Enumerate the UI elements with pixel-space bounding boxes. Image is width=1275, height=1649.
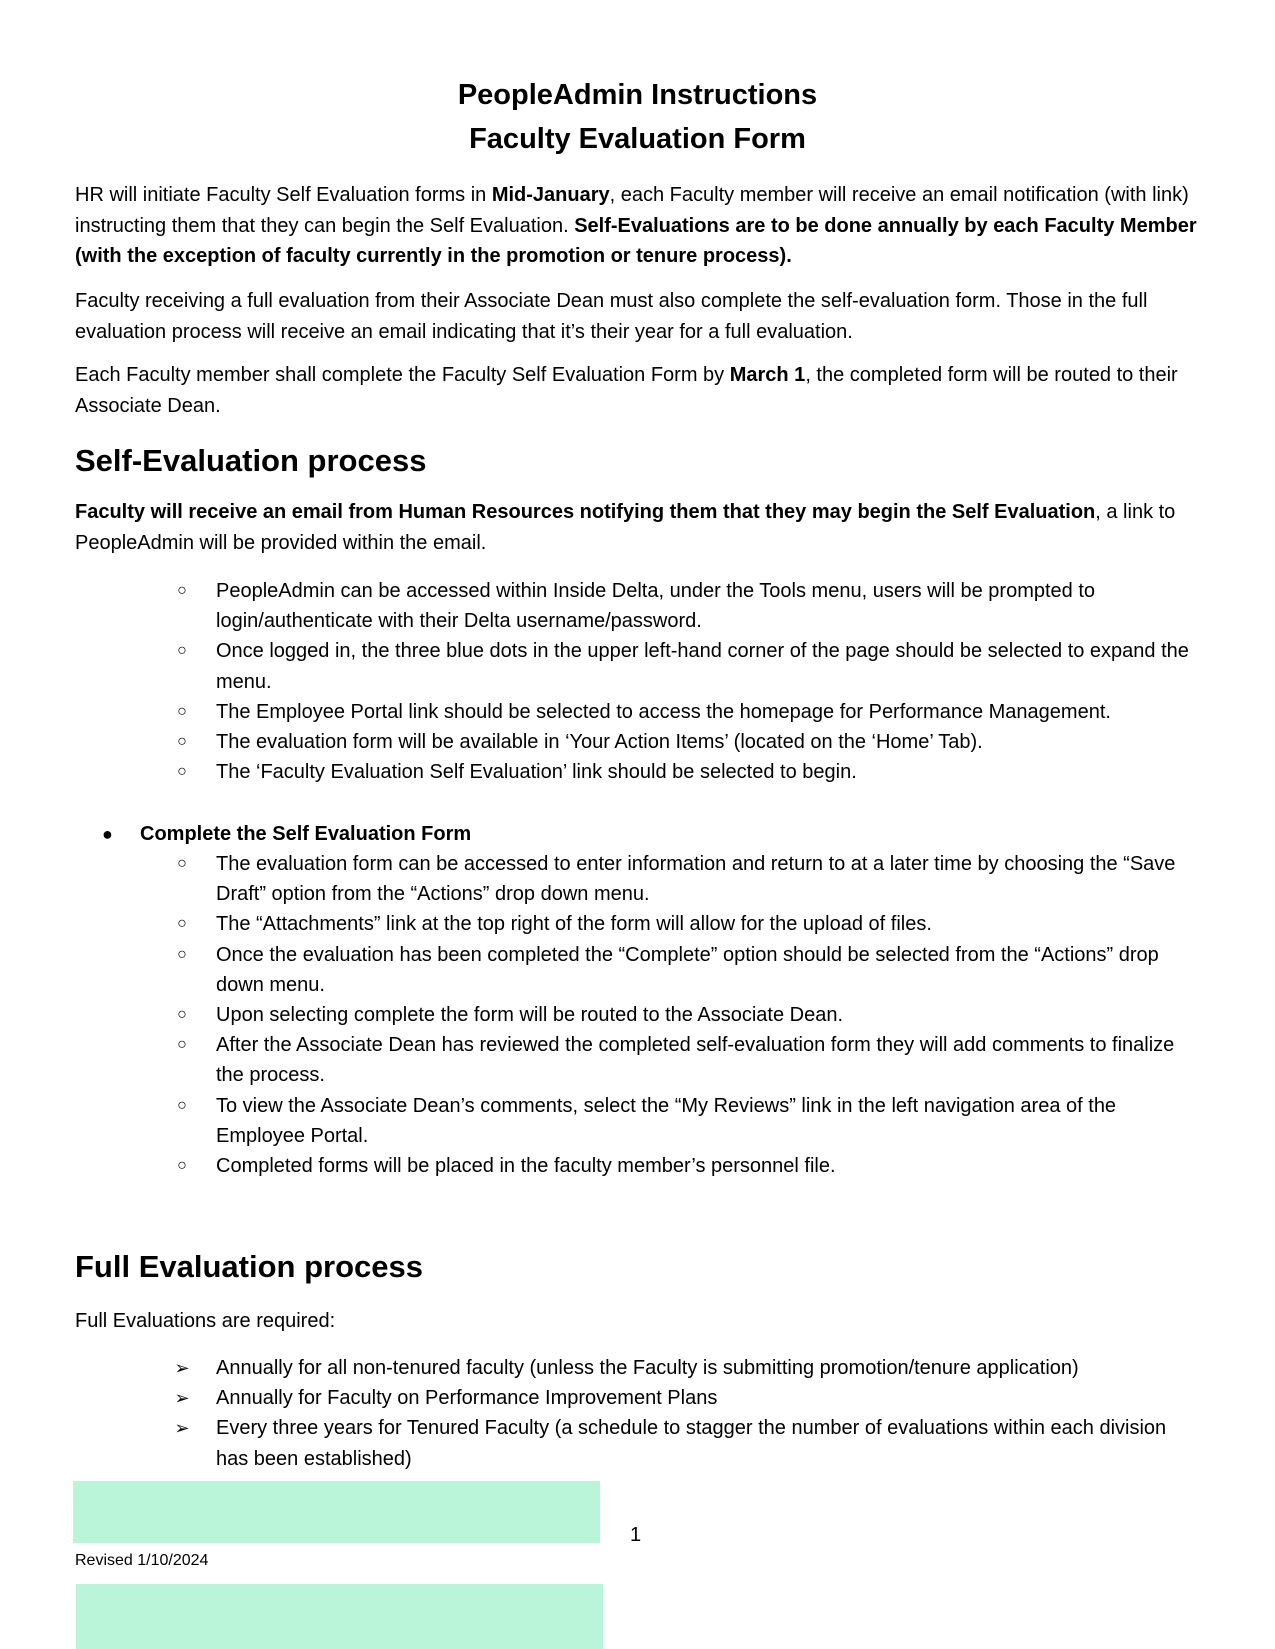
circle-bullet-icon: ○ [177,763,187,781]
circle-bullet-icon: ○ [177,1096,187,1114]
list-item-text: Annually for all non-tenured faculty (unless the Faculty is submitting promotion/tenure application) [216,1357,1079,1379]
circle-bullet-icon: ○ [177,642,187,660]
intro-p3-deadline: March 1 [729,364,806,386]
circle-bullet-icon: ○ [177,855,187,872]
page-number: 1 [630,1524,642,1546]
full-eval-list [172,1353,1202,1474]
list-item [172,1030,1202,1090]
intro-p1-emphasis: Self-Evaluations are to be done annually by each Faculty Member (with the exception of faculty currently in the promotion or tenure process). [75,214,1197,267]
list-item [172,1383,1202,1413]
self-eval-lead-bold: Faculty will receive an email from Human Resources notifying them that they may begin the Self Evaluation [75,501,1096,523]
list-item-text: Upon selecting complete the form will be routed to the Associate Dean. [216,1004,844,1027]
self-eval-heading: Self-Evaluation process [75,443,427,478]
list-item [172,1353,1202,1383]
self-eval-steps-list [172,576,1202,787]
circle-bullet-icon: ○ [177,702,187,720]
list-item-text: Every three years for Tenured Faculty (a schedule to stagger the number of evaluations within each division has been established) [216,1417,1167,1470]
intro-p3-text-a: Each Faculty member shall complete the Faculty Self Evaluation Form by [75,364,730,386]
list-item [172,636,1202,696]
intro-p1-date: Mid-January [491,184,610,206]
self-eval-lead-rest: , a link to PeopleAdmin will be provided within the email. [75,501,1176,554]
list-item [172,757,1202,787]
highlight-box-top [73,1481,600,1543]
list-item [172,1151,1202,1181]
complete-form-heading [102,819,471,849]
list-item-text: The Employee Portal link should be selected to access the homepage for Performance Management. [216,700,1111,723]
intro-p3-text-c: , the completed form will be routed to their Associate Dean. [75,364,1178,417]
arrowhead-bullet-icon: ➢ [174,1388,190,1409]
list-item [172,1091,1202,1151]
circle-bullet-icon: ○ [177,1006,187,1024]
circle-bullet-icon: ○ [177,1036,187,1054]
list-item [172,909,1202,939]
list-item-text: Once the evaluation has been completed the “Complete” option should be selected from the “Actions” drop down menu. [216,943,1159,996]
list-item [172,1000,1202,1030]
intro-paragraph-1 [75,180,1205,272]
list-item-text: To view the Associate Dean’s comments, select the “My Reviews” link in the left navigation area of the Employee Portal. [216,1094,1117,1147]
list-item-text: The ‘Faculty Evaluation Self Evaluation’ link should be selected to begin. [216,761,857,784]
list-item-text: Annually for Faculty on Performance Improvement Plans [216,1387,718,1410]
doc-title-line-2: Faculty Evaluation Form [469,123,806,155]
complete-steps-list [172,849,1202,1181]
list-item [172,727,1202,757]
circle-bullet-icon: ○ [177,582,187,599]
circle-bullet-icon: ○ [177,733,187,751]
filled-bullet-icon: ● [102,824,113,844]
list-item [172,849,1202,909]
arrowhead-bullet-icon: ➢ [174,1418,190,1439]
intro-p1-text-c: , each Faculty member will receive an email notification (with link) instructing them that they can begin the Self Evaluation. [75,184,1189,237]
list-item-text: The evaluation form can be accessed to enter information and return to at a later time by choosing the “Save Draft” option from the “Actions” drop down menu. [216,853,1176,906]
doc-title-line-1: PeopleAdmin Instructions [457,79,818,111]
list-item [172,940,1202,1000]
full-eval-heading: Full Evaluation process [75,1249,423,1284]
list-item [172,1413,1202,1473]
circle-bullet-icon: ○ [177,1157,187,1175]
intro-p1-text-a: HR will initiate Faculty Self Evaluation forms in [75,184,492,206]
list-item-text: The “Attachments” link at the top right of the form will allow for the upload of files. [216,913,932,936]
arrowhead-bullet-icon: ➢ [174,1358,190,1378]
list-item-text: Once logged in, the three blue dots in the upper left-hand corner of the page should be selected to expand the menu. [216,640,1189,693]
self-eval-lead [75,497,1205,558]
list-item [172,697,1202,727]
revised-date: Revised 1/10/2024 [75,1552,209,1569]
highlight-box-bottom [76,1584,603,1649]
intro-paragraph-2: Faculty receiving a full evaluation from their Associate Dean must also complete the self-evaluation form. Those in the full evaluation process will receive an email indicating that it’s their year for a full evaluation. [75,290,1148,343]
complete-form-heading-text: Complete the Self Evaluation Form [140,823,472,845]
circle-bullet-icon: ○ [177,915,187,933]
full-eval-lead: Full Evaluations are required: [75,1310,336,1332]
list-item-text: The evaluation form will be available in ‘Your Action Items’ (located on the ‘Home’ Tab). [216,731,983,754]
list-item-text: After the Associate Dean has reviewed the completed self-evaluation form they will add comments to finalize the process. [216,1034,1175,1087]
list-item-text: PeopleAdmin can be accessed within Inside Delta, under the Tools menu, users will be prompted to login/authenticate with their Delta username/password. [216,580,1096,633]
list-item-text: Completed forms will be placed in the faculty member’s personnel file. [216,1155,836,1178]
circle-bullet-icon: ○ [177,945,187,963]
intro-paragraph-3 [75,360,1205,421]
list-item [172,576,1202,636]
